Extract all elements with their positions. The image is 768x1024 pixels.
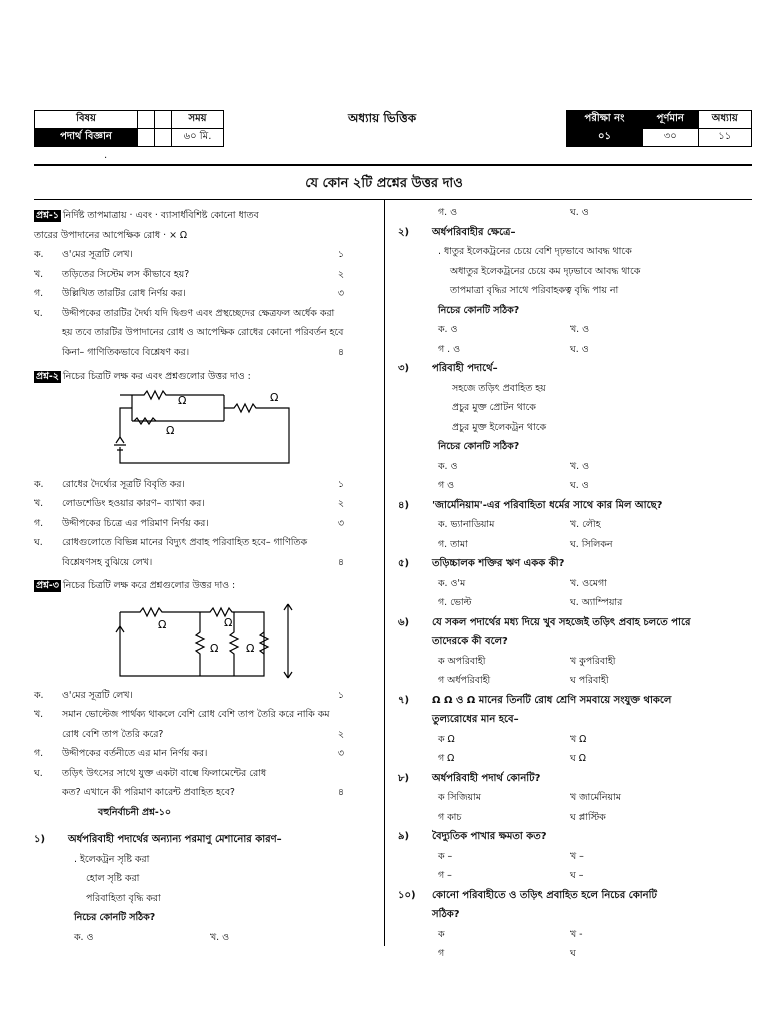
part-mark: ৩ [337,517,344,529]
time-label: সময় [172,111,224,129]
mcq-options-row [398,749,738,769]
mcq-number: ৬) [398,616,410,628]
mcq-3-question [398,359,738,379]
part-mark: ৩ [337,748,344,759]
mcq-4-question [398,496,738,516]
svg-text:Ω: Ω [270,390,279,404]
mcq-options-row [398,944,738,964]
q2-part-gha-cont [34,553,344,573]
mcq-text-cont: তাদেরকে কী বলে? [432,636,508,647]
mcq-option[interactable]: ঘ – [570,870,584,881]
mcq-option[interactable]: ঘ. ও [570,207,589,218]
q2-circuit-figure [34,387,344,475]
mcq-option[interactable]: গ – [438,870,452,881]
mcq-option[interactable]: ক – [438,850,453,862]
part-letter: ক. [34,478,44,490]
mcq-text-cont: তুল্যরোধের মান হবে– [432,714,519,725]
mcq-which-correct: নিচের কোনটি সঠিক? [74,912,156,923]
q3-stem [34,576,344,596]
q2-part-gha [34,533,344,553]
part-mark: ৪ [337,346,344,358]
mcq-option[interactable]: গ. ও [438,207,458,218]
mcq-option[interactable]: ঘ. সিলিকন [570,538,613,550]
mcq-statement: পরিবাহিতা বৃদ্ধি করা [86,892,161,904]
mcq-9-question [398,827,738,847]
mcq-option[interactable]: গ . ও [438,343,460,355]
part-text: ও'মের সূত্রটি লেখ। [62,249,133,260]
mcq-options-row [398,730,738,750]
q3-part-ka [34,686,344,706]
mcq-2-question [398,223,738,243]
mcq-text: 'জার্মেনিয়াম'-এর পরিবাহিতা ধর্মের সাথে কার মিল আছে? [432,499,663,511]
mcq-statement: . ইলেকট্রন সৃষ্টি করা [74,853,150,865]
mcq-options-row [398,457,738,477]
mcq-options-row [398,866,738,886]
mcq-option[interactable]: গ Ω [438,753,455,764]
full-marks-label: পূর্ণমান [643,111,699,129]
part-text: উল্লিখিত তারটির রোধ নির্ণয় কর। [62,288,186,299]
mcq-option[interactable]: খ. লৌহ [570,519,601,530]
mcq-options-row [398,808,738,828]
mcq-option[interactable]: ক. ও [438,460,458,472]
part-text: তড়িতের সিস্টেম লস কীভাবে হয়? [62,268,190,280]
mcq-options-row [398,476,738,496]
mcq-options-row [398,203,738,223]
q1-part-gha-cont [34,343,344,363]
mcq-8-question [398,769,738,789]
part-mark: ২ [337,728,344,740]
header-right-table [566,110,752,147]
part-letter: খ. [34,268,44,280]
exam-no-label: পরীক্ষা নং [567,111,643,129]
mcq-statement: সহজে তড়িৎ প্রবাহিত হয় [452,382,546,394]
mcq-text: অর্ধপরিবাহীর ক্ষেত্রে– [432,226,516,238]
part-text: হয় তবে তারটির উপাদানের রোধ ও আপেক্ষিক রোধের কোনো পরিবর্তন হবে [62,327,344,338]
mcq-option[interactable]: ঘ পরিবাহী [570,675,609,686]
q2-part-kha [34,494,344,514]
mcq-number: ৩) [398,363,410,374]
part-mark: ১ [337,689,344,701]
mcq-option[interactable]: খ. ওমেগা [570,577,607,589]
part-letter: ক. [34,249,44,260]
mcq-option[interactable]: খ – [570,850,584,862]
exam-no-value: ০১ [567,129,643,147]
mcq-option[interactable]: ঘ প্লাস্টিক [570,811,606,823]
mcq-option[interactable]: ক অপরিবাহী [438,655,486,667]
q3-part-ga [34,744,344,764]
mcq-which-correct: নিচের কোনটি সঠিক? [438,304,520,316]
mcq-option[interactable]: গ. ভোল্ট [438,597,472,608]
mcq-option[interactable]: ক. ও [74,931,94,943]
part-letter: ঘ. [34,537,43,548]
mcq-options-row [398,925,738,945]
mcq-options-row [398,593,738,613]
svg-text:Ω: Ω [178,393,187,407]
mcq-option[interactable]: ক. ও'ম [438,577,466,589]
mcq-text: বৈদ্যুতিক পাখার ক্ষমতা কত? [432,831,547,842]
part-mark: ১ [337,478,344,490]
instruction-text: যে কোন ২টি প্রশ্নের উত্তর দাও [305,176,463,191]
mcq-option[interactable]: খ কুপরিবাহী [570,655,616,667]
mcq-option[interactable]: ঘ Ω [570,753,586,764]
part-mark: ৩ [337,288,344,299]
subject-label: বিষয় [35,111,138,129]
chapter-value: ১১ [698,129,751,147]
mcq-text: তড়িচ্চালক শক্তির ঋণ একক কী? [432,558,565,569]
part-mark: ৪ [337,556,344,568]
q1-part-ga [34,284,344,304]
blank-cell [155,111,172,129]
mcq-number: ২) [398,226,410,238]
mcq-text: অর্ধপরিবাহী পদার্থের অন্যান্য পরমাণু মেশানোর কারণ– [68,834,282,845]
part-letter: খ. [34,709,44,720]
subject-value: পদার্থ বিজ্ঞান [35,129,138,147]
mcq-option[interactable]: ক. ও [438,324,458,335]
part-text: বিশ্লেষণসহ বুঝিয়ে লেখ। [62,556,153,568]
part-text: লোডশেডিং হওয়ার কারণ– ব্যাখ্যা কর। [62,498,205,509]
mcq-statement: . ধাতুর ইলেকট্রনের চেয়ে বেশি দৃঢ়ভাবে আবদ্ধ থাকে [438,246,632,257]
part-text: সমান ভোল্টেজ পার্থক্য থাকলে বেশি রোধ বেশি তাপ তৈরি করে নাকি কম [62,709,330,720]
part-text: কিনা– গাণিতিকভাবে বিশ্লেষণ কর। [62,346,190,358]
part-text: রোধ বেশি তাপ তৈরি করে? [62,728,164,740]
part-letter: ঘ. [34,307,43,319]
blank-cell [155,129,172,147]
q1-part-kha [34,265,344,285]
part-mark: ১ [337,249,344,260]
mcq-option[interactable]: ঘ. ও [570,480,589,491]
part-letter: খ. [34,498,44,509]
mcq-option[interactable]: খ. ও [570,460,590,472]
q3-part-gha [34,764,344,784]
mcq-text: যে সকল পদার্থের মধ্য দিয়ে খুব সহজেই তড়িৎ প্রবাহ চলতে পারে [432,616,691,628]
part-mark: ৪ [337,787,344,798]
mcq-option[interactable]: গ [438,948,445,959]
mcq-which-correct: নিচের কোনটি সঠিক? [438,441,520,452]
part-text: রোধগুলোতে বিভিন্ন মানের বিদ্যুৎ প্রবাহ পরিবাহিত হবে– গাণিতিক [62,537,308,548]
mcq-statement: প্রচুর মুক্ত ইলেকট্রন থাকে [452,421,547,433]
part-text: উদ্দীপকের তারটির দৈর্ঘ্য যদি দ্বিগুণ এবং প্রস্থচ্ছেদের ক্ষেত্রফল অর্ধেক করা [62,307,335,319]
part-letter: ঘ. [34,767,43,779]
mcq-section-title: বহুনির্বাচনী প্রশ্ন-১০ [98,806,171,818]
mcq-options-row [398,515,738,535]
part-text: রোধের দৈর্ঘ্যের সূত্রটি বিবৃতি কর। [62,478,185,490]
part-letter: গ. [34,288,44,299]
mcq-text: পরিবাহী পদার্থে– [432,363,498,374]
part-text: ও'মের সূত্রটি লেখ। [62,689,133,701]
q3-part-kha-cont [34,725,344,745]
q1-part-ka [34,245,344,265]
mcq-options-row [398,574,738,594]
svg-text:Ω: Ω [166,423,175,437]
mcq-number: ৯) [398,831,410,842]
mcq-options-row [398,671,738,691]
svg-text:Ω: Ω [158,617,167,631]
q1-part-gha-cont [34,323,344,343]
mcq-text: কোনো পরিবাহীতে ও তড়িৎ প্রবাহিত হলে নিচের কোনটি [432,889,657,901]
mcq-6-question [398,613,738,633]
mcq-options-row [398,340,738,360]
mcq-option[interactable]: ঘ. অ্যাম্পিয়ার [570,597,623,608]
question-tag: প্রশ্ন-৩ [36,580,59,591]
column-divider [384,200,385,946]
svg-text:Ω: Ω [224,615,233,629]
mcq-options-row [398,652,738,672]
header-divider [34,164,752,166]
left-column [34,206,344,947]
right-column [398,203,738,964]
blank-cell [138,129,155,147]
mcq-number: ৮) [398,772,410,784]
full-marks-value: ৩০ [643,129,699,147]
part-text: উদ্দীপকের চিত্রে এর পরিমাণ নির্ণয় কর। [62,517,209,529]
mcq-1-question [34,830,344,850]
mcq-7-question [398,691,738,711]
mcq-options-row [398,788,738,808]
mcq-options-row [398,847,738,867]
q3-stem-text: নিচের চিত্রটি লক্ষ করে প্রশ্নগুলোর উত্তর দাও : [62,580,236,591]
mcq-option[interactable]: গ. তামা [438,538,468,550]
q1-stem-text: নির্দিষ্ট তাপমাত্রায় · এবং · ব্যাসার্ধবিশিষ্ট কোনো ধাতব [62,210,259,221]
mcq-option[interactable]: খ Ω [570,733,587,745]
part-text: কত? এখানে কী পরিমাণ কারেন্ট প্রবাহিত হবে? [62,787,235,798]
q3-part-gha-cont [34,783,344,803]
mcq-number: ৫) [398,558,410,569]
mcq-10-question [398,886,738,906]
blank-cell [138,111,155,129]
header-left-table [34,110,224,147]
instruction-divider [34,199,752,200]
mcq-option[interactable]: ঘ. ও [570,343,589,355]
mcq-options-row [34,928,344,948]
time-value: ৬০ মি. [172,129,224,147]
mcq-text: অর্ধপরিবাহী পদার্থ কোনটি? [432,772,541,784]
q1-part-gha [34,304,344,324]
mcq-statement: তাপমাত্রা বৃদ্ধির সাথে পরিবাহকত্ব বৃদ্ধি পায় না [450,285,619,296]
part-text: উদ্দীপকের বর্তনীতে এর মান নির্ণয় কর। [62,748,208,759]
circuit-diagram [34,596,344,686]
mcq-option[interactable]: গ ও [438,480,455,491]
mcq-options-row [398,535,738,555]
mcq-option[interactable]: খ জার্মেনিয়াম [570,792,621,803]
mcq-option[interactable]: গ কাচ [438,811,462,823]
mcq-text-cont: সঠিক? [432,909,460,920]
mcq-option[interactable]: ক Ω [438,733,455,745]
mcq-option[interactable]: খ. ও [210,931,230,943]
circuit-diagram [34,387,344,475]
svg-text:Ω: Ω [246,641,255,655]
question-tag: প্রশ্ন-২ [36,371,59,382]
part-mark: ২ [337,498,344,509]
mcq-number: ৪) [398,499,410,511]
mcq-option[interactable]: ক [438,928,445,940]
mcq-option[interactable]: গ অর্ধপরিবাহী [438,675,491,686]
chapter-label: অধ্যায় [698,111,751,129]
part-letter: গ. [34,748,44,759]
mcq-option[interactable]: খ. ও [570,324,590,335]
header-dot: . [104,150,108,161]
q2-stem [34,367,344,387]
svg-text:Ω: Ω [210,641,219,655]
part-mark: ২ [337,268,344,280]
mcq-options-row [398,320,738,340]
q3-circuit-figure [34,596,344,686]
part-letter: গ. [34,517,44,529]
question-tag: প্রশ্ন-১ [36,210,59,221]
mcq-option[interactable]: ঘ [570,948,576,959]
mcq-option[interactable]: খ - [570,928,583,940]
q1-stem-line-2: তারের উপাদানের আপেক্ষিক রোধ · × Ω [34,229,188,241]
mcq-text: Ω Ω ও Ω মানের তিনটি রোধ শ্রেণি সমবায়ে সংযুক্ত থাকলে [432,694,672,706]
part-letter: ক. [34,689,44,701]
mcq-number: ১০) [398,889,416,901]
mcq-5-question [398,554,738,574]
q3-part-kha [34,705,344,725]
mcq-statement: অধাতুর ইলেকট্রনের চেয়ে কম দৃঢ়ভাবে আবদ্ধ থাকে [450,265,641,277]
part-text: তড়িৎ উৎসের সাথে যুক্ত একটা বাল্বে ফিলামেন্টের রোধ [62,767,267,779]
q2-stem-text: নিচের চিত্রটি লক্ষ কর এবং প্রশ্নগুলোর উত্তর দাও : [62,371,251,382]
page-title: অধ্যায় ভিত্তিক [348,111,417,125]
mcq-statement: হোল সৃষ্টি করা [86,873,140,884]
mcq-number: ৭) [398,694,410,706]
q1-stem-line-1 [34,206,344,226]
q2-part-ga [34,514,344,534]
q2-part-ka [34,475,344,495]
mcq-number: ১) [34,834,46,845]
mcq-statement: প্রচুর মুক্ত প্রোটন থাকে [452,402,536,413]
mcq-option[interactable]: ক. ভ্যানাডিয়াম [438,519,495,530]
mcq-option[interactable]: ক সিজিয়াম [438,792,481,803]
